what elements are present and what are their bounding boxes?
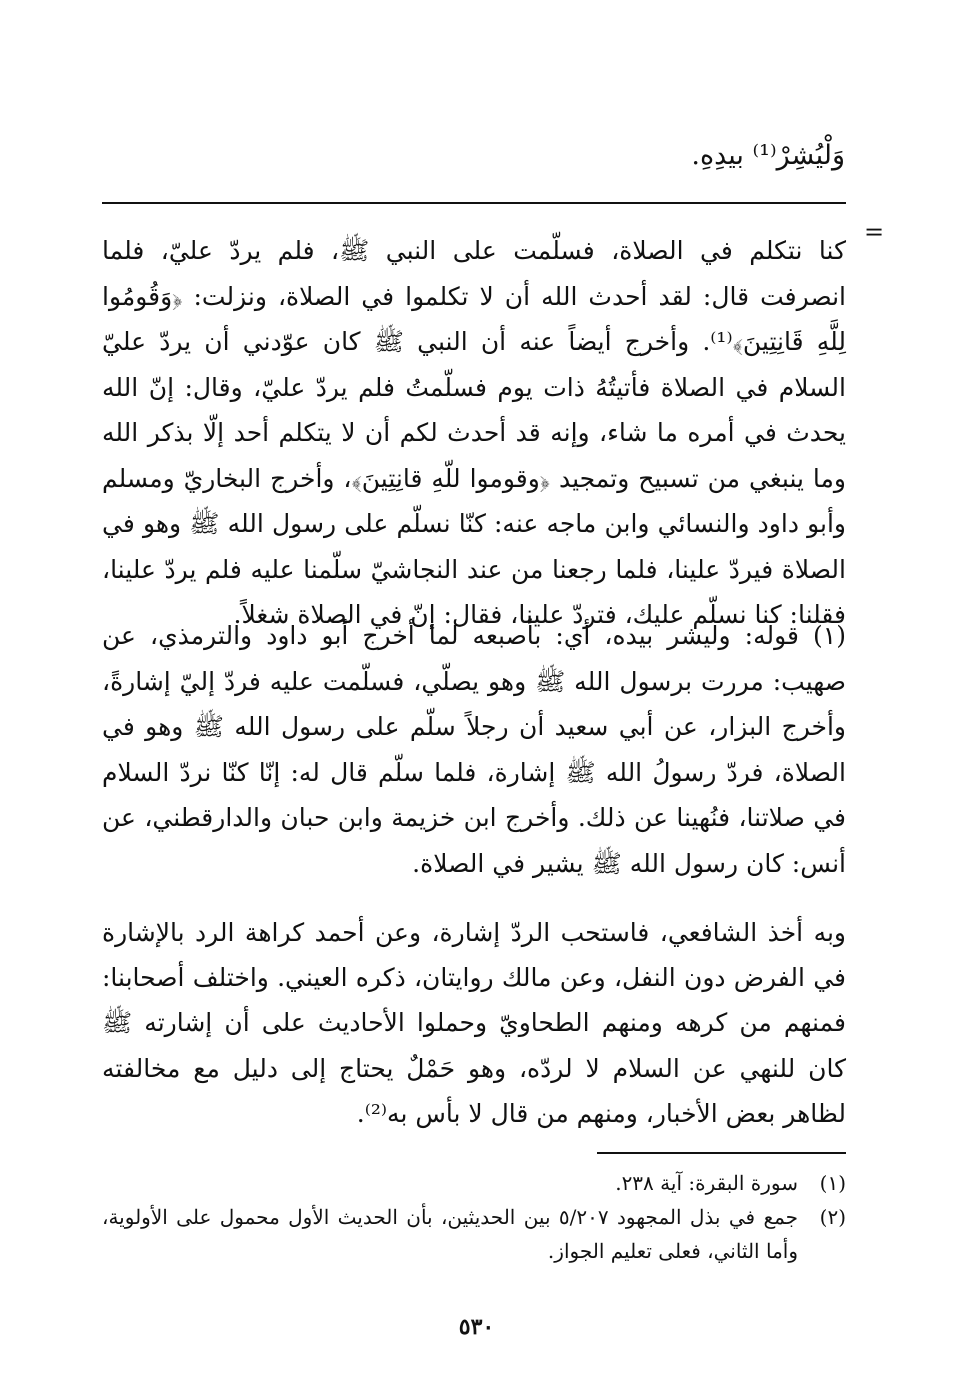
footnote-item: [102, 1166, 846, 1200]
continuation-mark: =: [864, 218, 885, 246]
footnote-number: (١): [819, 1171, 846, 1195]
footnote-one-text: (١) قوله: وليشر بيده، أي: بأصبعه لما أخرج أبو داود والترمذي، عن صهيب: مررت برسول الله ﷺ وهو يصلّي، فسلّمت عليه فردّ إليّ إشارةً، وأخرج البزار، عن أبي سعيد أن رجلاً سلّم على رسول الله ﷺ وهو في الصلاة، فردّ رسولُ الله ﷺ إشارة، فلما سلّم قال له: إنّا كنّا نردّ السلام في صلاتنا، فنُهينا عن ذلك. وأخرج ابن خزيمة وابن حبان والدارقطني، عن أنس: كان رسول الله ﷺ يشير في الصلاة.: [102, 621, 846, 878]
footnote-item: [102, 1200, 846, 1268]
commentary-paragraph: [102, 910, 846, 1136]
hadith-note-paragraph: [102, 228, 846, 638]
footnote-number: (٢): [819, 1205, 846, 1229]
hadith-note-text: كنا نتكلم في الصلاة، فسلّمت على النبي ﷺ، فلم يردّ عليّ، فلما انصرفت قال: لقد أحدث الله أن لا تكلموا في الصلاة، ونزلت: ﴿وَقُومُوا لِلَّهِ قَانِتِينَ﴾⁽¹⁾. وأخرج أيضاً عنه أن النبي ﷺ كان عوّدني أن يردّ عليّ السلام في الصلاة فأتيتُهُ ذات يوم فسلّمتُ فلم يردّ عليّ، وقال: إنّ الله يحدث في أمره ما شاء، وإنه قد أحدث لكم أن لا يتكلم أحد إلّا بذكر الله وما ينبغي من تسبيح وتمجيد ﴿وقوموا للّهِ قانِتِينَ﴾، وأخرج البخاريّ ومسلم وأبو داود والنسائي وابن ماجه عنه: كنّا نسلّم على رسول الله ﷺ وهو في الصلاة فيردّ علينا، فلما رجعنا من عند النجاشيّ سلّمنا عليه فلم يردّ علينا، فقلنا: كنا نسلّم عليك، فتردّ علينا، فقال: إنّ في الصلاة شغلاً.: [102, 236, 846, 629]
footnote-one-paragraph: [102, 613, 846, 887]
footnote-text: جمع في بذل المجهود ٥/٢٠٧ بين الحديثين، بأن الحديث الأول محمول على الأولوية، وأما الثاني، فعلى تعليم الجواز.: [102, 1205, 799, 1263]
commentary-text: وبه أخذ الشافعي، فاستحب الردّ إشارة، وعن أحمد كراهة الرد بالإشارة في الفرض دون النفل، وعن مالك روايتان، ذكره العيني. واختلف أصحابنا: فمنهم من كرهه ومنهم الطحاويّ وحملوا الأحاديث على أن إشارته ﷺ كان للنهي عن السلام لا لردّه، وهو حَمْلٌ يحتاج إلى دليل مع مخالفته لظاهر بعض الأخبار، ومنهم من قال لا بأس به⁽²⁾.: [102, 918, 846, 1128]
page-number: ٥٣٠: [458, 1314, 495, 1340]
footnote-text: سورة البقرة: آية ٢٣٨.: [615, 1171, 798, 1195]
footnotes-section: [102, 1166, 846, 1268]
top-separator-line: [102, 202, 846, 204]
main-text-line: وَلْيُشِرْ⁽¹⁾ بيدِهِ.: [691, 140, 845, 171]
footnote-separator-line: [597, 1152, 846, 1154]
